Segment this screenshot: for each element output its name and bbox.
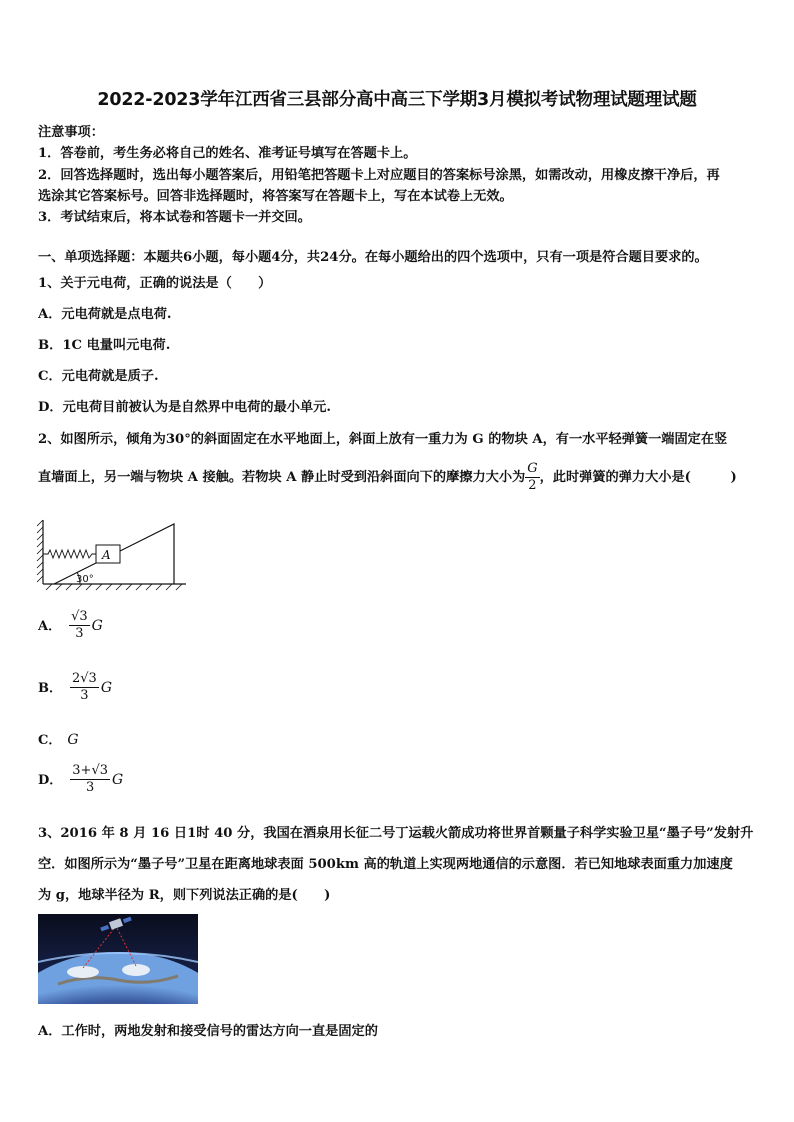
fraction-denominator: 3 xyxy=(75,626,84,641)
fraction-numerator: √3 xyxy=(71,609,88,624)
satellite-communication-image xyxy=(38,914,198,1004)
question-2-option-d xyxy=(38,764,123,795)
block-label: A xyxy=(102,548,111,562)
question-3-stem-line2: 空．如图所示为“墨子号”卫星在距离地球表面 500km 高的轨道上实现两地通信的示意图．若已知地球表面重力加速度 xyxy=(38,857,733,872)
notice-item: 2．回答选择题时，选出每小题答案后，用铅笔把答题卡上对应题目的答案标号涂黑，如需改动，用橡皮擦干净后，再 xyxy=(38,168,720,183)
question-2-stem-line1: 2、如图所示，倾角为30°的斜面固定在水平地面上，斜面上放有一重力为 G 的物块 A，有一水平轻弹簧一端固定在竖 xyxy=(38,432,728,447)
section-heading: 一、单项选择题：本题共6小题，每小题4分，共24分。在每小题给出的四个选项中，只有一项是符合题目要求的。 xyxy=(38,250,708,265)
notice-item: 选涂其它答案标号。回答非选择题时，将答案写在答题卡上，写在本试卷上无效。 xyxy=(38,189,513,204)
question-3-stem-line3: 为 g，地球半径为 R，则下列说法正确的是( ) xyxy=(38,888,331,903)
fraction-g-over-2 xyxy=(525,462,539,493)
question-1-option-b: B．1C 电量叫元电荷. xyxy=(38,338,171,353)
question-3-option-a: A．工作时，两地发射和接受信号的雷达方向一直是固定的 xyxy=(38,1024,378,1039)
option-label: C． xyxy=(38,733,62,748)
option-suffix: G xyxy=(91,617,103,634)
option-label: A． xyxy=(38,619,62,634)
question-1-option-a: A．元电荷就是点电荷. xyxy=(38,307,172,322)
question-2-option-a xyxy=(38,610,103,641)
option-suffix: G xyxy=(100,679,113,696)
fraction-numerator: 2√3 xyxy=(72,671,97,686)
question-3-stem-line1: 3、2016 年 8 月 16 日1时 40 分，我国在酒泉用长征二号丁运载火箭成功将世界首颗量子科学实验卫星“墨子号”发射升 xyxy=(38,826,754,841)
question-1-option-d: D．元电荷目前被认为是自然界中电荷的最小单元. xyxy=(38,400,331,415)
question-1-stem: 1、关于元电荷，正确的说法是（ ） xyxy=(38,276,272,291)
fraction-numerator: G xyxy=(527,461,538,476)
incline-spring-diagram xyxy=(36,518,186,592)
option-label: B． xyxy=(38,681,62,696)
angle-label: 30° xyxy=(76,574,94,585)
fraction-denominator: 2 xyxy=(528,478,537,493)
notice-heading: 注意事项： xyxy=(38,125,104,140)
fraction-denominator: 3 xyxy=(86,780,95,795)
question-2-stem-text-end: ，此时弹簧的弹力大小是( ) xyxy=(539,470,737,485)
option-text: G xyxy=(67,732,79,748)
fraction-numerator: 3+√3 xyxy=(72,763,108,778)
question-2-option-c xyxy=(38,729,79,748)
notice-item: 1．答卷前，考生务必将自己的姓名、准考证号填写在答题卡上。 xyxy=(38,146,417,161)
question-2-stem-text: 直墙面上，另一端与物块 A 接触。若物块 A 静止时受到沿斜面向下的摩擦力大小为 xyxy=(38,470,526,485)
option-suffix: G xyxy=(112,771,124,788)
question-2-stem-line2 xyxy=(38,462,737,493)
question-1-option-c: C．元电荷就是质子. xyxy=(38,369,159,384)
question-2-option-b xyxy=(38,672,112,703)
fraction-denominator: 3 xyxy=(80,688,89,703)
page-title: 2022-2023学年江西省三县部分高中高三下学期3月模拟考试物理试题理试题 xyxy=(97,90,697,110)
option-label: D． xyxy=(38,773,63,788)
notice-item: 3．考试结束后，将本试卷和答题卡一并交回。 xyxy=(38,210,311,225)
